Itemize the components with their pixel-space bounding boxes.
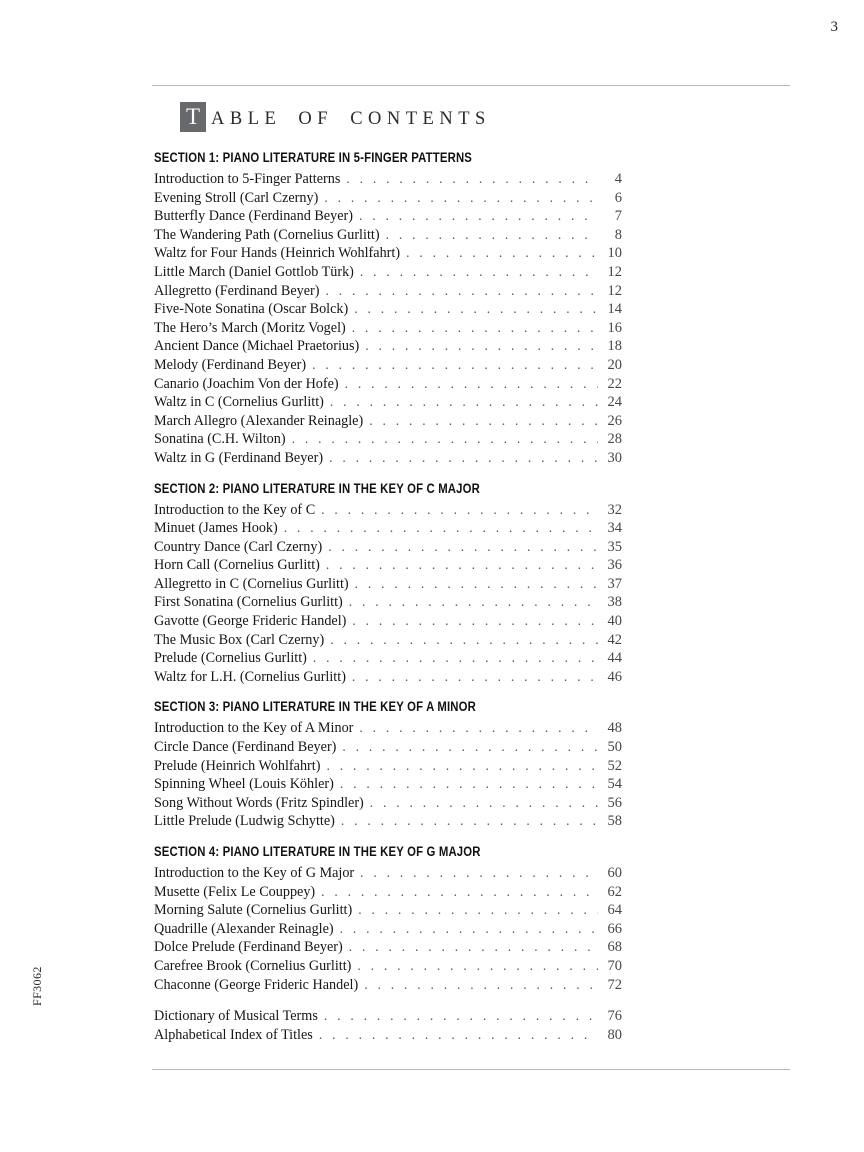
toc-section: [154, 481, 622, 687]
toc-section: [154, 1007, 622, 1044]
toc-entry-title: Musette (Felix Le Couppey): [154, 883, 316, 900]
toc-entry-leader: [354, 864, 598, 883]
toc-entry-title: Chaconne (George Frideric Handel): [154, 976, 359, 993]
toc-entry-leader: [363, 412, 598, 431]
section-heading-text: SECTION 1: PIANO LITERATURE IN 5-FINGER PATTERNS: [154, 150, 473, 165]
toc-entry-title: Canario (Joachim Von der Hofe): [154, 375, 339, 392]
toc-entry-title: Dictionary of Musical Terms: [154, 1008, 318, 1025]
toc-entry-leader: [354, 263, 598, 282]
toc-entry-title: Song Without Words (Fritz Spindler): [154, 794, 364, 811]
toc-entry-title: Minuet (James Hook): [154, 520, 278, 537]
toc-entry[interactable]: [154, 1026, 622, 1045]
toc-entry-leader: [364, 794, 598, 813]
toc-entry-page: 38: [607, 594, 622, 611]
toc-entry-leader: [324, 393, 598, 412]
toc-entry-title: Quadrille (Alexander Reinagle): [154, 920, 334, 937]
toc-entry-leader: [343, 593, 598, 612]
section-heading: [154, 150, 622, 166]
toc-entry-leader: [346, 319, 598, 338]
toc-entry-leader: [323, 449, 598, 468]
toc-entry-title: Butterfly Dance (Ferdinand Beyer): [154, 208, 353, 225]
toc-entry[interactable]: [154, 449, 622, 468]
toc-entry-leader: [334, 775, 598, 794]
toc-entry-leader: [334, 920, 598, 939]
toc-entry[interactable]: [154, 189, 622, 208]
toc-entry-leader: [306, 356, 598, 375]
toc-entry-page: 22: [607, 375, 622, 392]
toc-entry[interactable]: [154, 883, 622, 902]
toc-entry-page: 26: [607, 412, 622, 429]
toc-entry-title: Evening Stroll (Carl Czerny): [154, 189, 319, 206]
toc-entry-leader: [340, 170, 598, 189]
toc-entry-page: 8: [614, 226, 622, 243]
toc-entry[interactable]: [154, 244, 622, 263]
toc-entry-page: 66: [607, 920, 622, 937]
page-title: [180, 102, 491, 132]
toc-entry-page: 52: [607, 757, 622, 774]
toc-entry-title: Introduction to the Key of C: [154, 501, 316, 518]
toc-entry-page: 32: [607, 501, 622, 518]
toc-entry-page: 16: [607, 319, 622, 336]
toc-entry-page: 40: [607, 613, 622, 630]
toc-entry[interactable]: [154, 300, 622, 319]
toc-entry-page: 76: [607, 1008, 622, 1025]
toc-entry[interactable]: [154, 430, 622, 449]
toc-entry-title: Ancient Dance (Michael Praetorius): [154, 338, 360, 355]
toc-entry-title: Horn Call (Cornelius Gurlitt): [154, 557, 320, 574]
toc-entry-leader: [346, 612, 598, 631]
toc-entry-page: 30: [607, 449, 622, 466]
toc-entry-page: 80: [607, 1026, 622, 1043]
toc-entry-leader: [278, 519, 598, 538]
toc-entry-leader: [346, 668, 598, 687]
toc-entry-title: March Allegro (Alexander Reinagle): [154, 412, 364, 429]
toc-entry[interactable]: [154, 575, 622, 594]
toc-entry[interactable]: [154, 519, 622, 538]
section-heading: [154, 481, 622, 497]
toc-entry-page: 6: [614, 189, 622, 206]
toc-section: [154, 699, 622, 831]
toc-entry-page: 42: [607, 631, 622, 648]
toc-entry-leader: [315, 883, 598, 902]
toc-entry[interactable]: [154, 757, 622, 776]
toc-entry-leader: [349, 575, 598, 594]
top-rule: [152, 85, 790, 86]
toc-entry-page: 56: [607, 794, 622, 811]
page-number: 3: [830, 19, 838, 35]
toc-entry[interactable]: [154, 920, 622, 939]
toc-entry-title: The Hero’s March (Moritz Vogel): [154, 319, 346, 336]
toc-entry-page: 64: [607, 902, 622, 919]
toc-entry-leader: [359, 337, 598, 356]
section-heading-text: SECTION 2: PIANO LITERATURE IN THE KEY OF C MAJOR: [154, 480, 480, 496]
toc-entry-page: 37: [607, 575, 622, 592]
bottom-rule: [152, 1069, 790, 1070]
toc-entry-title: Introduction to 5-Finger Patterns: [154, 171, 341, 187]
title-text: ABLE OF CONTENTS: [211, 109, 491, 129]
catalog-code: FF3062: [30, 966, 44, 1006]
toc-entry-leader: [339, 375, 598, 394]
toc-entry-leader: [319, 282, 598, 301]
section-heading: [154, 699, 622, 715]
toc-list: [154, 150, 622, 1044]
toc-entry-title: Sonatina (C.H. Wilton): [154, 431, 286, 448]
toc-entry-title: Spinning Wheel (Louis Köhler): [154, 776, 334, 793]
toc-entry[interactable]: [154, 538, 622, 557]
toc-entry[interactable]: [154, 375, 622, 394]
toc-entry-page: 10: [607, 245, 622, 262]
toc-entry[interactable]: [154, 668, 622, 687]
toc-entry-leader: [343, 938, 598, 957]
toc-entry-leader: [320, 757, 598, 776]
toc-entry-page: 36: [607, 557, 622, 574]
toc-entry-title: Morning Salute (Cornelius Gurlitt): [154, 902, 353, 919]
toc-entry[interactable]: [154, 738, 622, 757]
toc-entry[interactable]: [154, 719, 622, 738]
toc-entry-leader: [318, 189, 598, 208]
toc-entry-leader: [286, 430, 598, 449]
toc-entry[interactable]: [154, 631, 622, 650]
toc-entry[interactable]: [154, 957, 622, 976]
toc-entry-page: 12: [607, 263, 622, 280]
toc-entry-title: Carefree Brook (Cornelius Gurlitt): [154, 957, 352, 974]
toc-entry-title: Melody (Ferdinand Beyer): [154, 356, 307, 373]
toc-entry-page: 14: [607, 301, 622, 318]
toc-entry-title: Dolce Prelude (Ferdinand Beyer): [154, 939, 343, 956]
toc-entry-leader: [324, 631, 598, 650]
toc-entry[interactable]: [154, 393, 622, 412]
section-heading-text: SECTION 4: PIANO LITERATURE IN THE KEY OF G MAJOR: [154, 844, 481, 859]
toc-entry-leader: [318, 1007, 598, 1026]
toc-section: [154, 844, 622, 994]
toc-entry-leader: [313, 1026, 598, 1045]
toc-entry-title: Allegretto in C (Cornelius Gurlitt): [154, 575, 349, 592]
toc-entry-title: The Music Box (Carl Czerny): [154, 631, 325, 648]
toc-entry[interactable]: [154, 938, 622, 957]
toc-entry-leader: [380, 226, 598, 245]
toc-entry-title: Waltz in C (Cornelius Gurlitt): [154, 394, 324, 411]
toc-entry-page: 7: [614, 208, 622, 225]
toc-entry-title: Little Prelude (Ludwig Schytte): [154, 813, 335, 830]
toc-entry-title: Introduction to the Key of A Minor: [154, 720, 354, 737]
toc-entry[interactable]: [154, 864, 622, 883]
toc-entry-leader: [358, 976, 598, 995]
toc-entry[interactable]: [154, 263, 622, 282]
toc-entry-leader: [353, 207, 598, 226]
toc-entry-title: Country Dance (Carl Czerny): [154, 538, 323, 555]
toc-entry-title: The Wandering Path (Cornelius Gurlitt): [154, 226, 380, 243]
toc-entry[interactable]: [154, 207, 622, 226]
toc-entry-title: Waltz for Four Hands (Heinrich Wohlfahrt): [154, 245, 401, 262]
toc-entry-title: Prelude (Cornelius Gurlitt): [154, 650, 307, 667]
toc-entry-leader: [336, 738, 598, 757]
toc-entry[interactable]: [154, 976, 622, 995]
toc-entry-page: 54: [607, 776, 622, 793]
toc-entry[interactable]: [154, 356, 622, 375]
toc-entry[interactable]: [154, 794, 622, 813]
toc-entry-page: 48: [607, 720, 622, 737]
toc-entry-title: Little March (Daniel Gottlob Türk): [154, 263, 354, 280]
toc-section: [154, 150, 622, 468]
toc-entry-leader: [351, 957, 598, 976]
toc-entry-leader: [320, 556, 598, 575]
toc-entry-page: 35: [607, 538, 622, 555]
toc-entry-leader: [315, 501, 598, 520]
toc-entry-title: Waltz in G (Ferdinand Beyer): [154, 449, 324, 466]
toc-entry-page: 12: [607, 282, 622, 299]
toc-entry-title: First Sonatina (Cornelius Gurlitt): [154, 594, 343, 611]
section-heading: [154, 844, 622, 860]
toc-entry-page: 28: [607, 431, 622, 448]
toc-entry-title: Gavotte (George Frideric Handel): [154, 613, 347, 630]
toc-entry[interactable]: [154, 282, 622, 301]
toc-entry-page: 46: [607, 668, 622, 685]
toc-entry-title: Prelude (Heinrich Wohlfahrt): [154, 757, 321, 774]
toc-entry-leader: [307, 649, 598, 668]
toc-entry[interactable]: [154, 170, 622, 189]
toc-entry-leader: [400, 244, 598, 263]
toc-entry[interactable]: [154, 775, 622, 794]
toc-entry-title: Allegretto (Ferdinand Beyer): [154, 282, 320, 299]
toc-entry-title: Waltz for L.H. (Cornelius Gurlitt): [154, 668, 346, 685]
toc-entry-page: 20: [607, 356, 622, 373]
toc-entry[interactable]: [154, 319, 622, 338]
toc-entry[interactable]: [154, 649, 622, 668]
toc-entry-page: 60: [607, 865, 622, 881]
section-heading-text: SECTION 3: PIANO LITERATURE IN THE KEY OF A MINOR: [154, 699, 476, 715]
toc-entry[interactable]: [154, 556, 622, 575]
toc-entry[interactable]: [154, 501, 622, 520]
toc-entry[interactable]: [154, 337, 622, 356]
toc-entry[interactable]: [154, 612, 622, 631]
toc-entry-page: 68: [607, 939, 622, 956]
toc-entry-page: 18: [607, 338, 622, 355]
toc-entry-title: Five-Note Sonatina (Oscar Bolck): [154, 301, 349, 318]
toc-entry-page: 62: [607, 883, 622, 900]
toc-entry[interactable]: [154, 812, 622, 831]
toc-entry[interactable]: [154, 412, 622, 431]
toc-entry-page: 4: [614, 171, 622, 187]
toc-entry-page: 50: [607, 739, 622, 756]
toc-entry-leader: [322, 538, 598, 557]
toc-entry[interactable]: [154, 901, 622, 920]
toc-entry[interactable]: [154, 1007, 622, 1026]
toc-entry-page: 24: [607, 394, 622, 411]
toc-entry[interactable]: [154, 226, 622, 245]
title-dropcap: T: [180, 102, 206, 132]
toc-entry-title: Introduction to the Key of G Major: [154, 865, 355, 881]
toc-entry-title: Alphabetical Index of Titles: [154, 1026, 313, 1043]
toc-entry-title: Circle Dance (Ferdinand Beyer): [154, 739, 337, 756]
toc-entry[interactable]: [154, 593, 622, 612]
toc-entry-page: 58: [607, 813, 622, 830]
toc-entry-page: 34: [607, 520, 622, 537]
toc-entry-page: 44: [607, 650, 622, 667]
toc-entry-page: 72: [607, 976, 622, 993]
toc-entry-leader: [335, 812, 598, 831]
toc-entry-leader: [348, 300, 598, 319]
toc-entry-leader: [352, 901, 598, 920]
toc-entry-page: 70: [607, 957, 622, 974]
toc-entry-leader: [353, 719, 598, 738]
